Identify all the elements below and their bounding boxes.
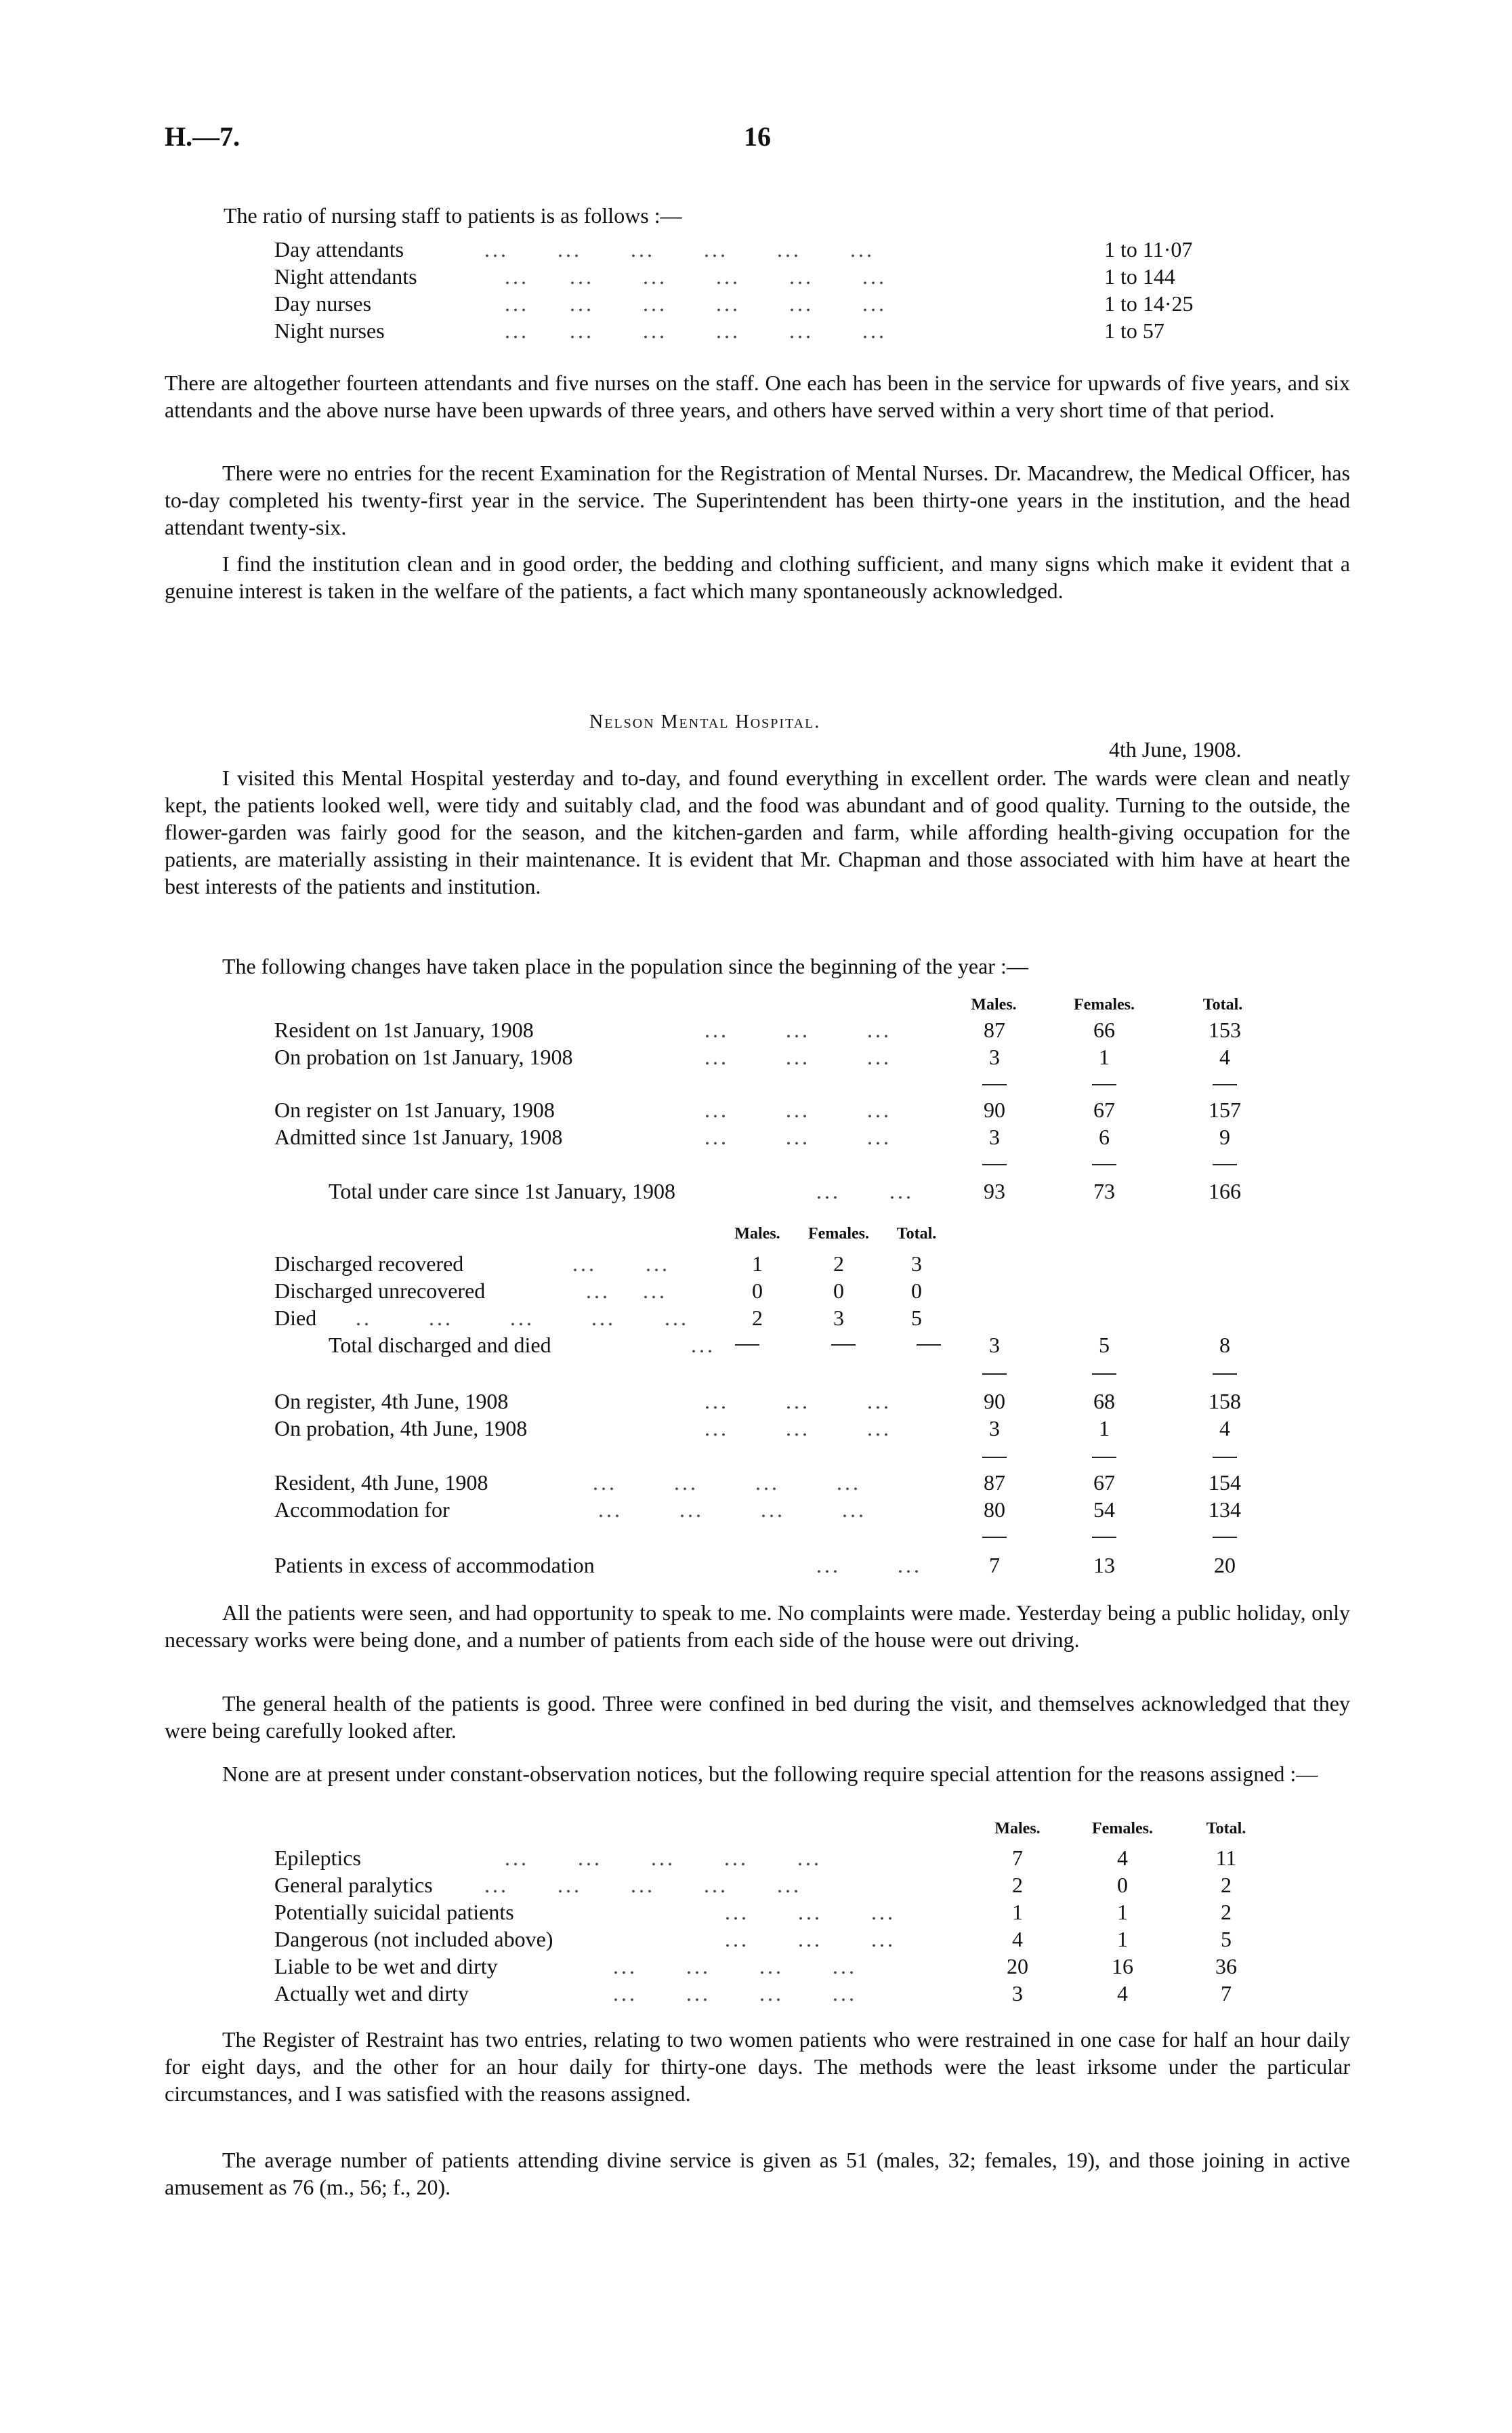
population-row: Total discharged and died ... 3 5 8 [329, 1333, 1230, 1357]
population-row: Resident, 4th June, 1908 ... ... ... ... 87 67 154 [274, 1470, 1241, 1495]
population-row: Total under care since 1st January, 1908 ... ... 93 73 166 [329, 1179, 1241, 1203]
col-header-males-inner: Males. [734, 1225, 780, 1243]
staff-ratio-value: 1 to 57 [1104, 318, 1164, 343]
population-row: On register, 4th June, 1908 ... ... ... 90 68 158 [274, 1389, 1241, 1413]
blank-rule [831, 1344, 856, 1346]
discharge-row: Discharged recovered ... ... 1 2 3 [274, 1251, 922, 1276]
staff-intro: The ratio of nursing staff to patients is as follows :— [224, 203, 682, 228]
paragraph-health: The general health of the patients is good. Three were confined in bed during the visit, and themselves acknowledged that they were being carefully looked after. [165, 1691, 1350, 1743]
sum-rule [1092, 1537, 1116, 1538]
special-row: Potentially suicidal patients ... ... ... 1 1 2 [274, 1900, 1232, 1924]
col-header-total-inner: Total. [896, 1225, 937, 1243]
sum-rule [982, 1084, 1007, 1085]
blank-rule [735, 1344, 759, 1346]
section-title: Nelson Mental Hospital. [589, 711, 821, 732]
population-row: On probation on 1st January, 1908 ... ... ... 3 1 4 [274, 1045, 1230, 1069]
sum-rule [1213, 1537, 1237, 1538]
population-row: On register on 1st January, 1908 ... ... ... 90 67 157 [274, 1098, 1241, 1122]
special-row: Actually wet and dirty ... ... ... ... 3 4 7 [274, 1981, 1232, 2005]
sum-rule [982, 1373, 1007, 1375]
sum-rule [1092, 1373, 1116, 1375]
discharge-row: Died .. ... ... ... ... 2 3 5 [274, 1306, 922, 1330]
population-row: Admitted since 1st January, 1908 ... ... ... 3 6 9 [274, 1125, 1230, 1149]
sum-rule [1092, 1164, 1116, 1165]
paragraph-exam: There were no entries for the recent Examination for the Registration of Mental Nurses. Dr. Macandrew, the Medical Officer, has to-day completed his twenty-first year in the service. The Superintendent has been thirty-one years in the institution, and the head attendant twenty-six. [165, 461, 1350, 539]
staff-ratio-value: 1 to 144 [1104, 264, 1175, 289]
sum-rule [982, 1164, 1007, 1165]
series-code: H.—7. [165, 121, 240, 152]
population-row: Resident on 1st January, 1908 ... ... ... 87 66 153 [274, 1018, 1241, 1042]
staff-ratio-label: Day nurses [274, 291, 372, 316]
blank-rule [917, 1344, 941, 1346]
special-row: General paralytics ... ... ... ... ... 2 0 2 [274, 1873, 1232, 1897]
staff-ratio-label: Night attendants [274, 264, 417, 289]
paragraph-visit: I visited this Mental Hospital yesterday and to-day, and found everything in excellent order. The wards were clean and neatly kept, the patients looked well, were tidy and suitably clad, and the food was abundant and of good quality. Turning to the outside, the flower-garden was fairly good for the season, and the kitchen-garden and farm, while affording health-giving occupation for the patients, are materially assisting in their maintenance. It is evident that Mr. Chapman and those associated with him have at heart the best interests of the patients and institution. [165, 766, 1350, 898]
sum-rule [1213, 1457, 1237, 1458]
col-header-females-special: Females. [1092, 1820, 1153, 1837]
population-row: Accommodation for ... ... ... ... 80 54 134 [274, 1497, 1241, 1522]
special-row: Dangerous (not included above) ... ... ... 4 1 5 [274, 1927, 1232, 1951]
paragraph-clean: I find the institution clean and in good order, the bedding and clothing sufficient, and many signs which make it evident that a genuine interest is taken in the welfare of the patients, a fact which many spontaneously acknowledged. [165, 552, 1350, 603]
paragraph-restraint: The Register of Restraint has two entries, relating to two women patients who were restrained in one case for half an hour daily for eight days, and the other for an hour daily for thirty-one days. The methods were the least irksome under the particular circumstances, and I was satisfied with the reasons assigned. [165, 2027, 1350, 2106]
sum-rule [982, 1457, 1007, 1458]
sum-rule [982, 1537, 1007, 1538]
col-header-total-special: Total. [1206, 1820, 1246, 1837]
col-header-females: Females. [1074, 996, 1135, 1014]
sum-rule [1213, 1164, 1237, 1165]
special-row: Epileptics ... ... ... ... ... 7 4 11 [274, 1846, 1237, 1870]
special-row: Liable to be wet and dirty ... ... ... ... 20 16 36 [274, 1954, 1237, 1978]
discharge-row: Discharged unrecovered ... ... 0 0 0 [274, 1278, 922, 1303]
population-intro: The following changes have taken place in the population since the beginning of the year :— [222, 954, 1028, 978]
report-date: 4th June, 1908. [1109, 737, 1242, 762]
paragraph-special-intro: None are at present under constant-observation notices, but the following require special attention for the reasons assigned :— [222, 1762, 1318, 1786]
sum-rule [1092, 1457, 1116, 1458]
staff-ratio-label: Day attendants [274, 237, 404, 262]
staff-ratio-value: 1 to 11·07 [1104, 237, 1193, 262]
staff-ratio-label: Night nurses [274, 318, 385, 343]
paragraph-seen: All the patients were seen, and had opportunity to speak to me. No complaints were made. Yesterday being a public holiday, only necessary works were being done, and a number of patients from each side of the house were out driving. [165, 1600, 1350, 1652]
col-header-males: Males. [971, 996, 1017, 1014]
col-header-females-inner: Females. [808, 1225, 869, 1243]
leader-dots: ... ... ... ... ... ... [505, 318, 887, 343]
staff-ratio-row [274, 317, 1290, 344]
staff-ratio-row [274, 263, 1290, 290]
col-header-total: Total. [1202, 996, 1243, 1014]
sum-rule [1213, 1373, 1237, 1375]
leader-dots: ... ... ... ... ... ... [484, 237, 875, 262]
page-number: 16 [744, 121, 771, 152]
staff-ratio-row [274, 290, 1290, 317]
paragraph-staff: There are altogether fourteen attendants and five nurses on the staff. One each has been in the service for upwards of five years, and six attendants and the above nurse have been upwards of three years, and others have served within a very short time of that period. [165, 371, 1350, 422]
population-row: On probation, 4th June, 1908 ... ... ... 3 1 4 [274, 1416, 1230, 1440]
population-row: Patients in excess of accommodation ... ... 7 13 20 [274, 1553, 1236, 1577]
sum-rule [1213, 1084, 1237, 1085]
leader-dots: ... ... ... ... ... ... [505, 264, 887, 289]
paragraph-service: The average number of patients attending divine service is given as 51 (males, 32; females, 19), and those joining in active amusement as 76 (m., 56; f., 20). [165, 2148, 1350, 2199]
sum-rule [1092, 1084, 1116, 1085]
leader-dots: ... ... ... ... ... ... [505, 291, 887, 316]
col-header-males-special: Males. [994, 1820, 1041, 1837]
staff-ratio-row [274, 236, 1290, 263]
staff-ratio-value: 1 to 14·25 [1104, 291, 1194, 316]
